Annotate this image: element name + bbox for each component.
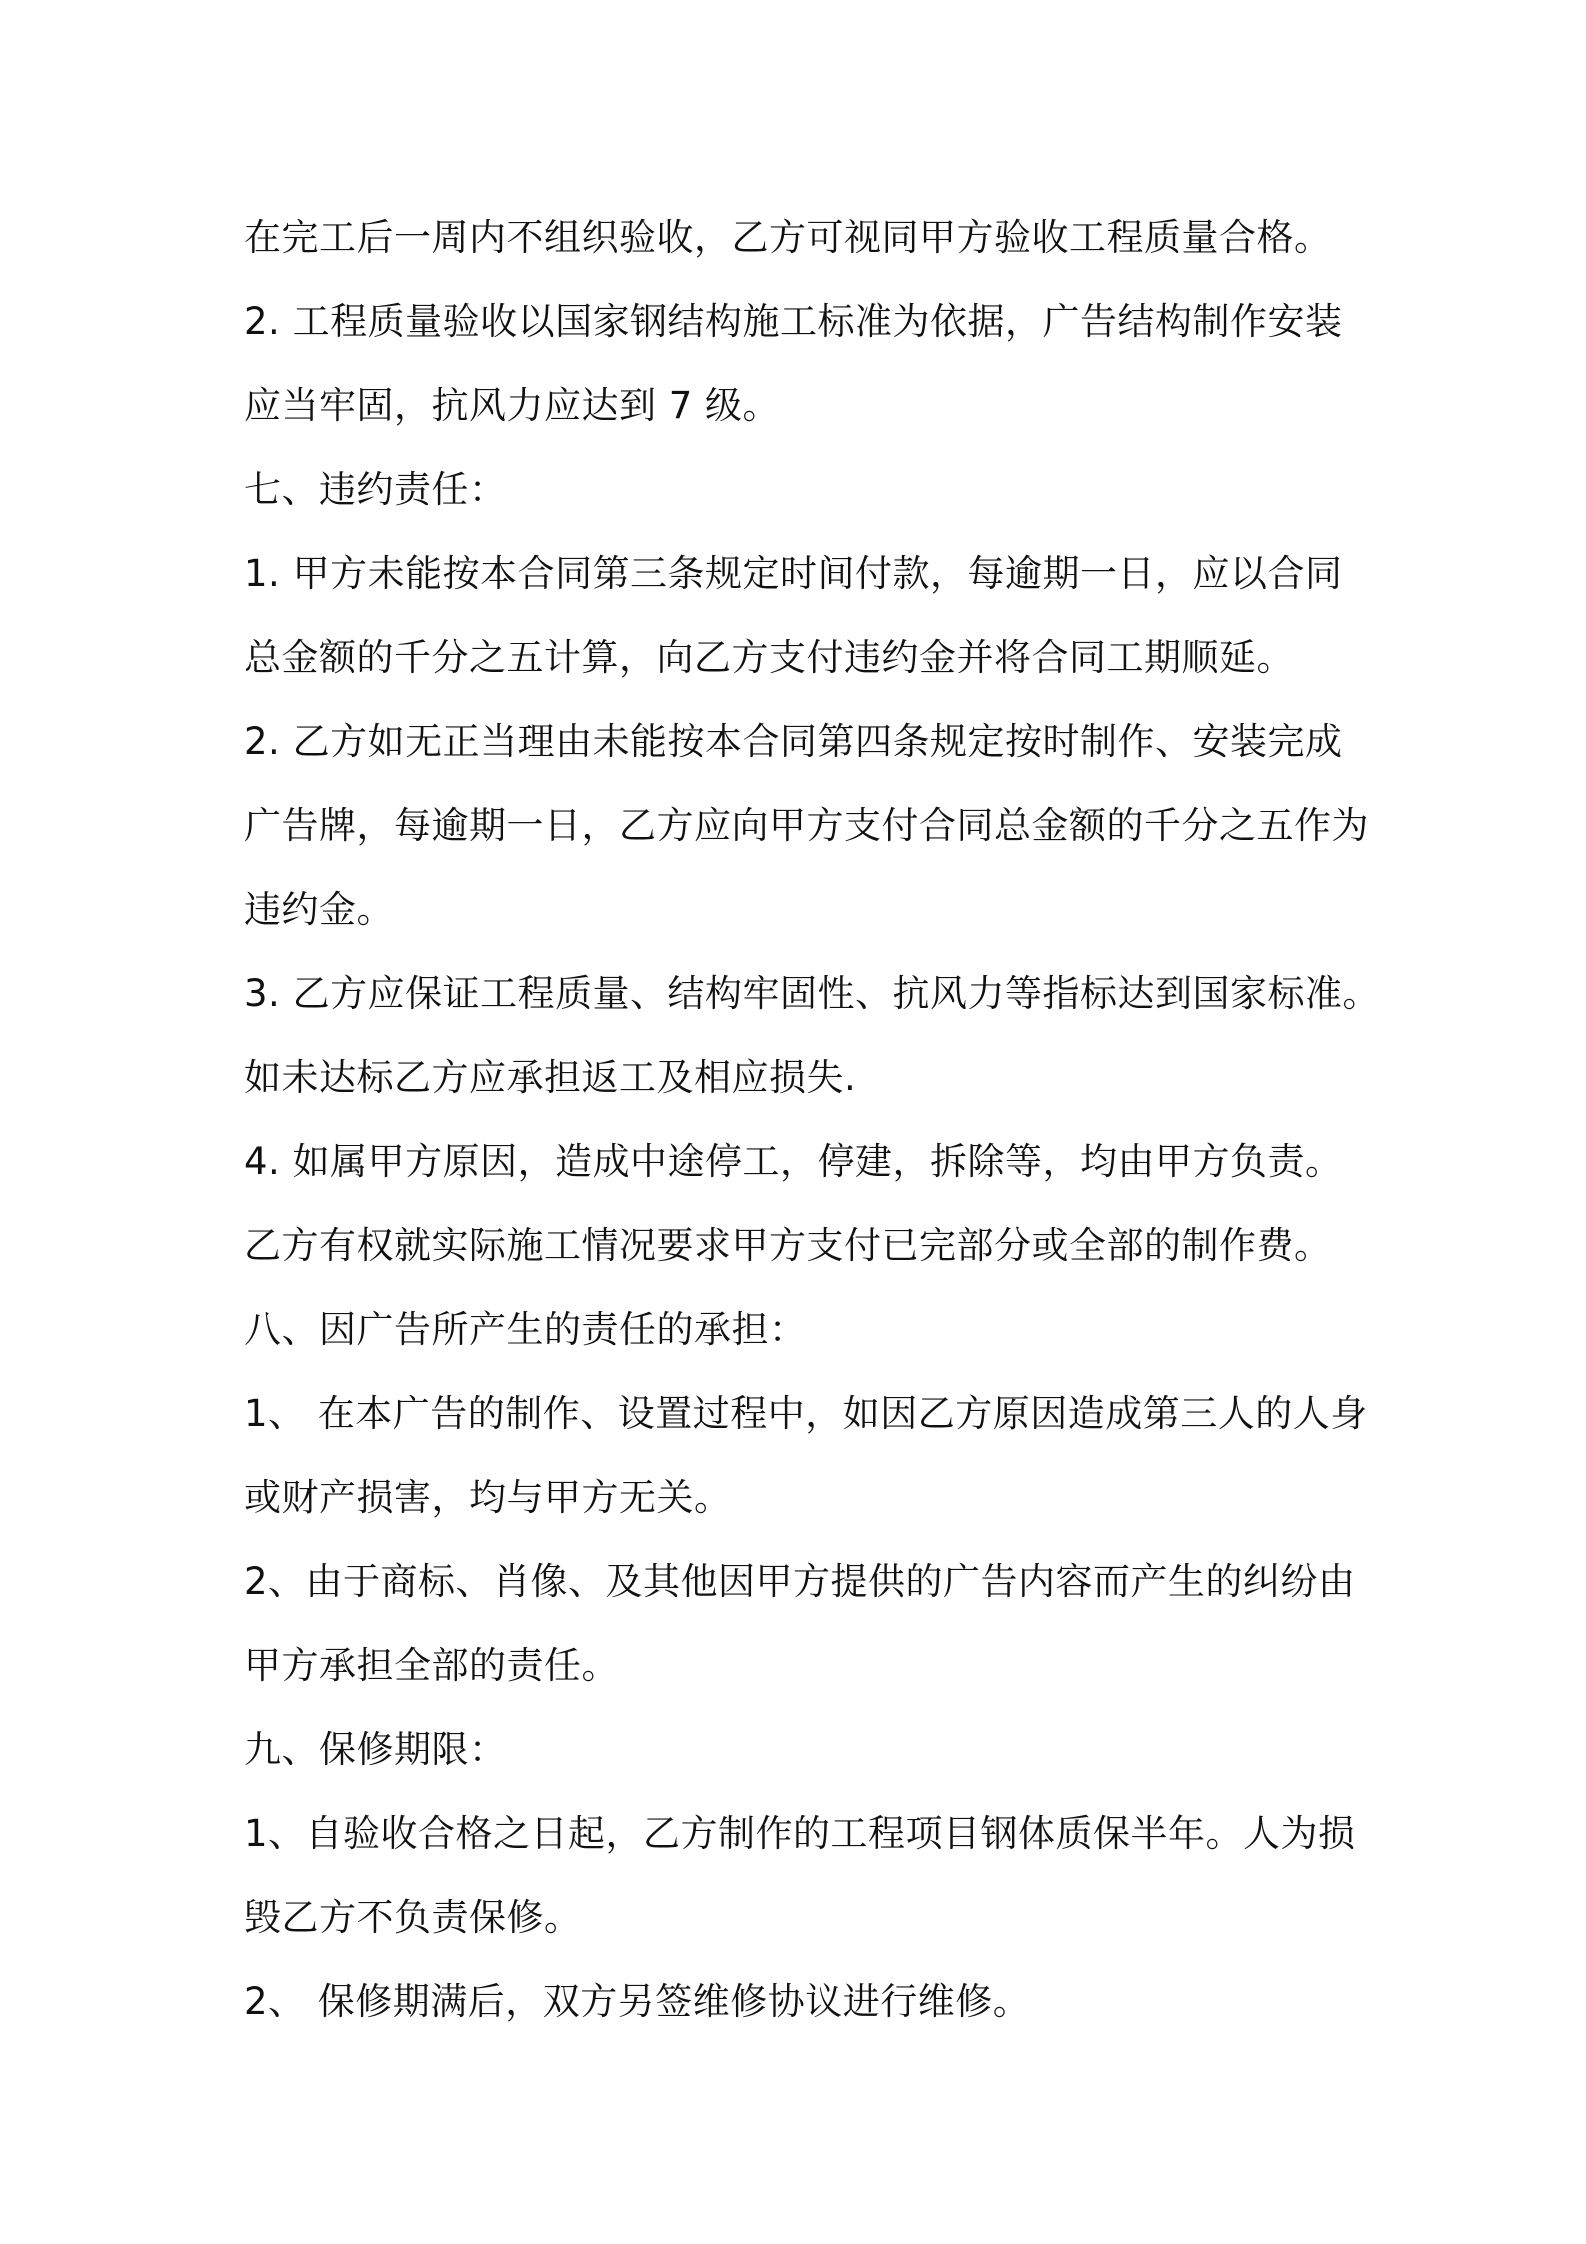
text-line: 1、自验收合格之日起，乙方制作的工程项目钢体质保半年。人为损 xyxy=(244,1812,1356,1855)
text-line: 2. 工程质量验收以国家钢结构施工标准为依据，广告结构制作安装 xyxy=(244,300,1343,343)
text-line: 广告牌，每逾期一日，乙方应向甲方支付合同总金额的千分之五作为 xyxy=(244,804,1369,847)
text-line: 乙方有权就实际施工情况要求甲方支付已完部分或全部的制作费。 xyxy=(244,1224,1332,1267)
text-line: 在完工后一周内不组织验收，乙方可视同甲方验收工程质量合格。 xyxy=(244,216,1332,259)
section-heading: 九、保修期限： xyxy=(244,1728,507,1771)
text-line: 总金额的千分之五计算，向乙方支付违约金并将合同工期顺延。 xyxy=(244,636,1294,679)
text-line: 2、由于商标、肖像、及其他因甲方提供的广告内容而产生的纠纷由 xyxy=(244,1560,1356,1603)
text-line: 1. 甲方未能按本合同第三条规定时间付款，每逾期一日，应以合同 xyxy=(244,552,1343,595)
section-heading: 八、因广告所产生的责任的承担： xyxy=(244,1308,807,1351)
text-line: 或财产损害，均与甲方无关。 xyxy=(244,1476,732,1519)
text-line: 2. 乙方如无正当理由未能按本合同第四条规定按时制作、安装完成 xyxy=(244,720,1343,763)
text-line: 违约金。 xyxy=(244,888,394,931)
text-line: 4. 如属甲方原因，造成中途停工，停建，拆除等，均由甲方负责。 xyxy=(244,1140,1343,1183)
text-line: 3. 乙方应保证工程质量、结构牢固性、抗风力等指标达到国家标准。 xyxy=(244,972,1381,1015)
text-line: 毁乙方不负责保修。 xyxy=(244,1896,582,1939)
text-line: 1、 在本广告的制作、设置过程中，如因乙方原因造成第三人的人身 xyxy=(244,1392,1368,1435)
text-line: 甲方承担全部的责任。 xyxy=(244,1644,619,1687)
document-body xyxy=(244,196,1381,2044)
text-line: 2、 保修期满后，双方另签维修协议进行维修。 xyxy=(244,1980,1031,2023)
text-line: 如未达标乙方应承担返工及相应损失. xyxy=(244,1056,857,1099)
text-line: 应当牢固，抗风力应达到 7 级。 xyxy=(244,384,781,427)
section-heading: 七、违约责任： xyxy=(244,468,507,511)
